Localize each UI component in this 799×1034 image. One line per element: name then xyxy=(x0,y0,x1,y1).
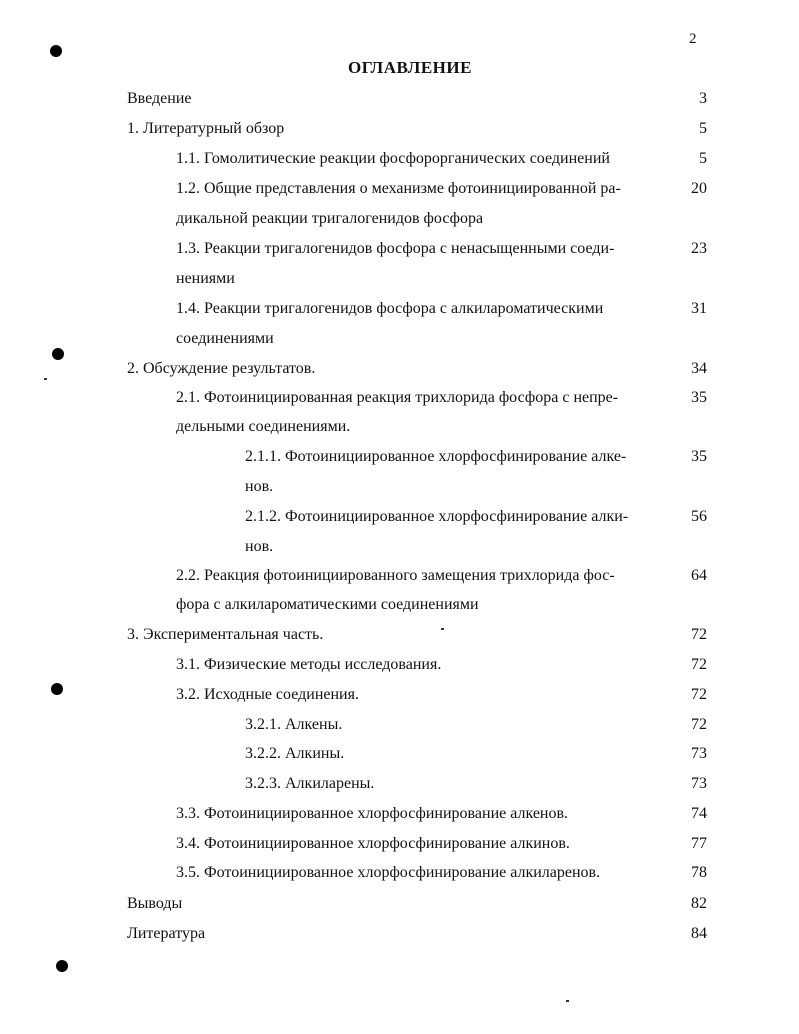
toc-entry xyxy=(127,923,707,945)
toc-entry-title: 1.4. Реакции тригалогенидов фосфора с алкилароматическими xyxy=(176,300,604,317)
toc-entry xyxy=(127,624,707,646)
toc-entry xyxy=(176,416,707,438)
toc-entry-page: 77 xyxy=(691,835,707,852)
toc-entry-page: 74 xyxy=(691,805,707,822)
toc-entry-title: 2.1. Фотоинициированная реакция трихлорида фосфора с непре- xyxy=(176,389,619,406)
toc-entry xyxy=(127,88,707,110)
toc-entry xyxy=(176,208,707,230)
toc-entry xyxy=(176,298,707,320)
toc-entry-page: 64 xyxy=(691,567,707,584)
toc-entry xyxy=(176,594,707,616)
toc-entry-page: 78 xyxy=(691,864,707,881)
toc-entry-page: 34 xyxy=(691,360,707,377)
toc-entry-title: 3.5. Фотоинициированное хлорфосфинирование алкиларенов. xyxy=(176,864,601,881)
toc-entry-page: 23 xyxy=(691,240,707,257)
scan-speck xyxy=(44,378,47,380)
toc-entry-page: 31 xyxy=(691,300,707,317)
toc-heading: ОГЛАВЛЕНИЕ xyxy=(348,58,472,77)
toc-entry-title: дельными соединениями. xyxy=(176,418,351,435)
toc-entry xyxy=(245,476,707,498)
toc-entry-title: 3. Экспериментальная часть. xyxy=(127,626,324,643)
toc-entry-title: 1.1. Гомолитические реакции фосфорорганических соединений xyxy=(176,150,610,167)
toc-entry-page: 82 xyxy=(691,895,707,912)
toc-entry-title: 2.1.1. Фотоинициированное хлорфосфинирование алке- xyxy=(245,448,627,465)
toc-entry xyxy=(127,893,707,915)
toc-entry xyxy=(245,446,707,468)
toc-entry-title: 3.2. Исходные соединения. xyxy=(176,686,359,703)
toc-entry xyxy=(176,654,707,676)
toc-entry-title: 3.2.2. Алкины. xyxy=(245,745,345,762)
toc-entry-page: 35 xyxy=(691,448,707,465)
toc-entry xyxy=(245,536,707,558)
toc-entry-title: Выводы xyxy=(127,895,183,912)
toc-entry-title: 3.2.1. Алкены. xyxy=(245,716,343,733)
toc-entry-title: 3.3. Фотоинициированное хлорфосфинирование алкенов. xyxy=(176,805,569,822)
toc-entry xyxy=(176,833,707,855)
toc-entry xyxy=(176,803,707,825)
punch-hole-mark xyxy=(52,348,64,360)
punch-hole-mark xyxy=(50,45,62,57)
toc-entry-page: 73 xyxy=(691,775,707,792)
toc-entry-title: 3.1. Физические методы исследования. xyxy=(176,656,442,673)
toc-entry xyxy=(245,773,707,795)
scan-speck xyxy=(566,1000,569,1002)
toc-entry-page: 72 xyxy=(691,656,707,673)
toc-entry xyxy=(245,506,707,528)
toc-entry xyxy=(127,358,707,380)
toc-entry xyxy=(176,238,707,260)
toc-entry xyxy=(176,328,707,350)
toc-entry-title: 2.1.2. Фотоинициированное хлорфосфинирование алки- xyxy=(245,508,629,525)
punch-hole-mark xyxy=(51,683,63,695)
page-number: 2 xyxy=(689,31,697,47)
toc-entry-title: нов. xyxy=(245,538,274,555)
toc-entry-title: 1. Литературный обзор xyxy=(127,120,285,137)
toc-entry-title: дикальной реакции тригалогенидов фосфора xyxy=(176,210,484,227)
toc-entry-page: 72 xyxy=(691,626,707,643)
toc-entry xyxy=(245,714,707,736)
toc-entry-title: нениями xyxy=(176,270,235,287)
toc-entry xyxy=(176,268,707,290)
toc-entry-title: 2. Обсуждение результатов. xyxy=(127,360,316,377)
toc-entry-page: 20 xyxy=(691,180,707,197)
toc-entry-title: 1.3. Реакции тригалогенидов фосфора с ненасыщенными соеди- xyxy=(176,240,615,257)
toc-entry xyxy=(176,387,707,409)
toc-entry xyxy=(176,565,707,587)
toc-entry-title: Литература xyxy=(127,925,206,942)
toc-entry-page: 3 xyxy=(699,90,707,107)
toc-entry-title: 2.2. Реакция фотоинициированного замещения трихлорида фос- xyxy=(176,567,615,584)
toc-entry-page: 5 xyxy=(699,120,707,137)
toc-entry xyxy=(176,862,707,884)
toc-entry-title: 3.2.3. Алкиларены. xyxy=(245,775,375,792)
toc-entry-page: 73 xyxy=(691,745,707,762)
toc-entry-title: соединениями xyxy=(176,330,274,347)
toc-entry-page: 72 xyxy=(691,686,707,703)
toc-entry xyxy=(176,684,707,706)
toc-entry-title: фора с алкилароматическими соединениями xyxy=(176,596,479,613)
toc-entry-page: 56 xyxy=(691,508,707,525)
toc-entry-title: 1.2. Общие представления о механизме фотоинициированной ра- xyxy=(176,180,621,197)
punch-hole-mark xyxy=(56,960,68,972)
toc-entry-page: 5 xyxy=(699,150,707,167)
toc-entry xyxy=(176,178,707,200)
toc-entry xyxy=(245,743,707,765)
scan-speck xyxy=(441,628,444,630)
toc-entry-page: 72 xyxy=(691,716,707,733)
toc-entry xyxy=(176,148,707,170)
toc-entry xyxy=(127,118,707,140)
toc-entry-page: 84 xyxy=(691,925,707,942)
toc-entry-title: 3.4. Фотоинициированное хлорфосфинирование алкинов. xyxy=(176,835,570,852)
toc-entry-title: нов. xyxy=(245,478,274,495)
toc-entry-page: 35 xyxy=(691,389,707,406)
toc-entry-title: Введение xyxy=(127,90,192,107)
